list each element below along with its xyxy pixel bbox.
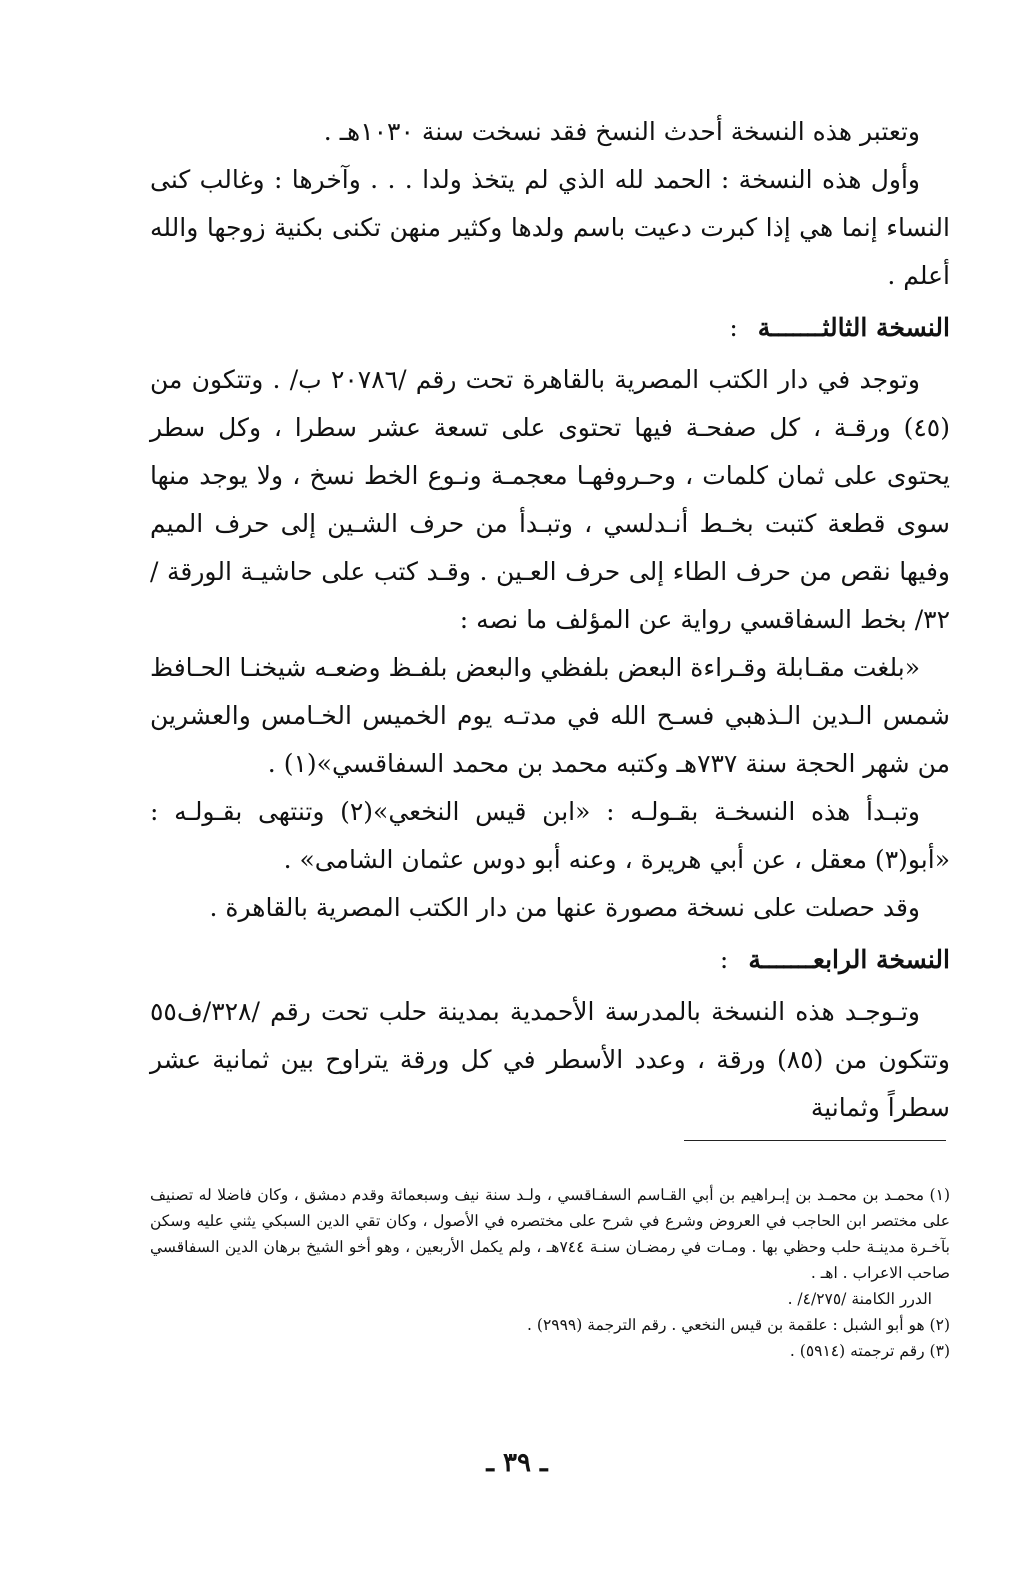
heading-3-text: النسخة الثالثـــــــة <box>757 313 950 342</box>
paragraph-6: وقد حصلت على نسخة مصورة عنها من دار الكتب المصرية بالقاهرة . <box>209 893 920 922</box>
page-number: ـ ٣٩ ـ <box>486 1448 548 1478</box>
main-text <box>150 108 950 1132</box>
section-heading-third-copy <box>150 304 950 352</box>
footnote-divider <box>684 1140 946 1141</box>
heading-3-colon: : <box>729 313 738 342</box>
footnote-1-reference: الدرر الكامنة /٤/٢٧٥/ . <box>787 1290 932 1308</box>
heading-4-colon: : <box>719 945 729 974</box>
footnotes <box>150 1182 950 1364</box>
heading-4-text: النسخة الرابعـــــــة <box>748 945 950 974</box>
footnote-2: (٢) هو أبو الشبل : علقمة بن قيس النخعي . رقم الترجمة (٢٩٩٩) . <box>527 1316 950 1334</box>
paragraph-7: وتـوجـد هذه النسخة بالمدرسة الأحمدية بمدينة حلب تحت رقم /٣٢٨/ف٥٥ وتتكون من (٨٥) ورقة ، وعدد الأسطر في كل ورقة يتراوح بين ثمانية عشر سطراً وثمانية <box>150 997 950 1122</box>
paragraph-1: وتعتبر هذه النسخة أحدث النسخ فقد نسخت سنة ١٠٣٠هـ . <box>323 117 920 146</box>
paragraph-5: وتبـدأ هذه النسخـة بقـولـه : «ابن قيس النخعي»(٢) وتنتهى بقـولـه : «أبو(٣) معقل ، عن أبي هريرة ، وعنه أبو دوس عثمان الشامى» . <box>150 797 950 874</box>
section-heading-fourth-copy <box>150 936 950 984</box>
paragraph-3: وتوجد في دار الكتب المصرية بالقاهرة تحت رقم /٢٠٧٨٦ ب/ . وتتكون من (٤٥) ورقـة ، كل صفحـة فيها تحتوى على تسعة عشر سطرا ، وكل سطر يحتوى على ثمان كلمات ، وحـروفهـا معجمـة ونـوع الخط نسخ ، ولا يوجد منها سوى قطعة كتبت بخـط أنـدلسي ، وتبـدأ من حرف الشـين إلى حرف الميم وفيها نقص من حرف الطاء إلى حرف العـين . وقـد كتب على حاشيـة الورقة /٣٢/ بخط السفاقسي رواية عن المؤلف ما نصه : <box>150 365 950 634</box>
paragraph-4-quote: «بلغت مقـابلة وقـراءة البعض بلفظي والبعض بلفـظ وضعـه شيخنـا الحـافظ شمس الـدين الـذهبي فسـح الله في مدتـه يوم الخميس الخـامس والعشرين من شهر الحجة سنة ٧٣٧هـ وكتبه محمد بن محمد السفاقسي»(١) . <box>150 653 950 778</box>
footnote-3: (٣) رقم ترجمته (٥٩١٤) . <box>789 1342 950 1360</box>
paragraph-2: وأول هذه النسخة : الحمد لله الذي لم يتخذ ولدا . . . وآخرها : وغالب كنى النساء إنما هي إذا كبرت دعيت باسم ولدها وكثير منهن تكنى بكنية زوجها والله أعلم . <box>150 165 950 290</box>
footnote-1: (١) محمـد بن محمـد بن إبـراهيم بن أبي القـاسم السفـاقسي ، ولـد سنة نيف وسبعمائة وقدم دمشق ، وكان فاضلا له تصنيف على مختصر ابن الحاجب في العروض وشرع في شرح على مختصره في الأصول ، وكان تقي الدين السبكي يثني عليه وسكن بآخـرة مدينـة حلب وحظي بها . ومـات في رمضـان سنـة ٧٤٤هـ ، ولم يكمل الأربعين ، وهو أخو الشيخ برهان الدين السفاقسي صاحب الاعراب . اهـ . <box>150 1186 950 1282</box>
